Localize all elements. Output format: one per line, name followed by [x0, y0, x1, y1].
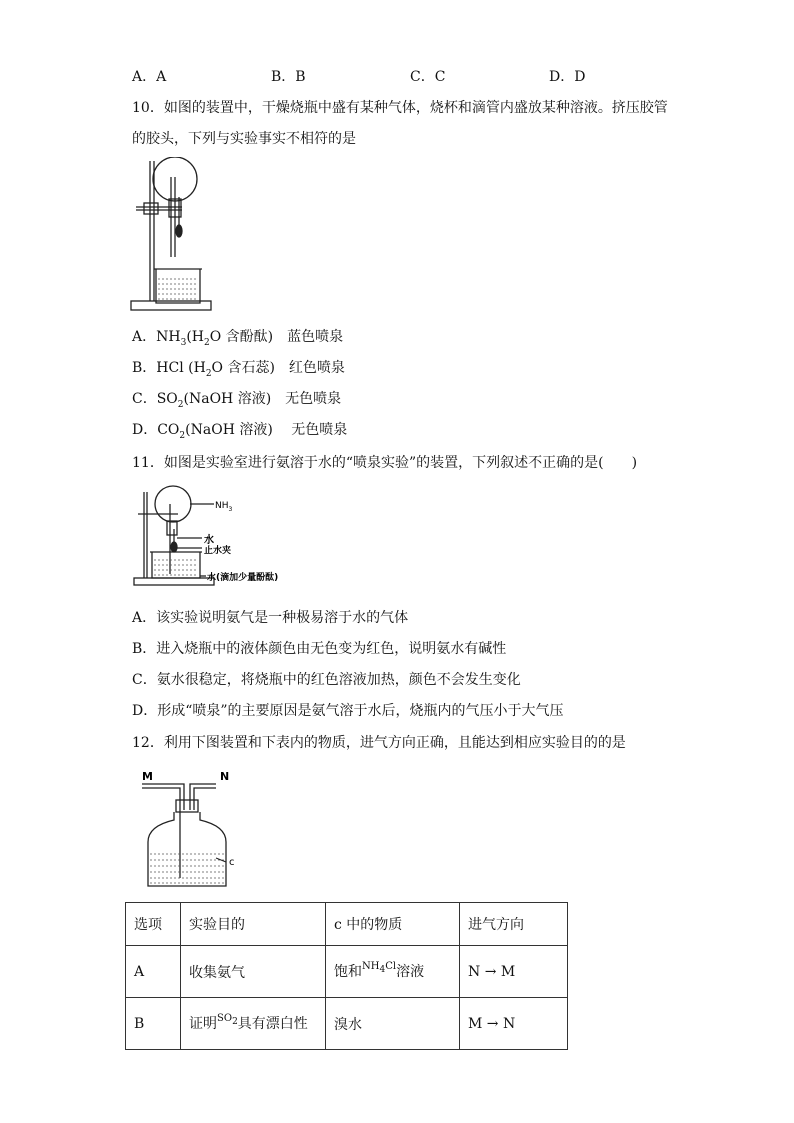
- q12-stem: 12．利用下图装置和下表内的物质，进气方向正确，且能达到相应实验目的的是: [132, 735, 626, 751]
- table-header-direction: 进气方向: [460, 903, 568, 946]
- row-b-substance: 溴水: [326, 998, 460, 1050]
- q9-option-c: C．C: [410, 69, 446, 85]
- row-b-direction: M → N: [460, 998, 568, 1050]
- q11-option-a: A．该实验说明氨气是一种极易溶于水的气体: [132, 610, 409, 626]
- row-a-option: A: [126, 946, 181, 998]
- row-a-direction: N → M: [460, 946, 568, 998]
- q10-stem-line2: 的胶头，下列与实验事实不相符的是: [132, 131, 356, 147]
- q11-label-clamp: 止水夹: [204, 546, 232, 556]
- row-a-substance: 饱和$^{NH_4Cl}$溶液: [326, 946, 460, 998]
- q10-option-b: B．HCl ($H_2O$ 含石蕊) 红色喷泉: [132, 360, 345, 379]
- row-b-option: B: [126, 998, 181, 1050]
- q12-label-c: c: [229, 857, 235, 868]
- q9-option-d: D．D: [549, 69, 586, 85]
- q12-options-table: [125, 902, 568, 1050]
- q12-gas-washing-bottle-figure: [138, 770, 248, 894]
- table-header-option: 选项: [126, 903, 181, 946]
- table-row: [126, 998, 568, 1050]
- q12-label-n: N: [220, 770, 230, 783]
- q11-option-b: B．进入烧瓶中的液体颜色由无色变为红色，说明氨水有碱性: [132, 641, 507, 657]
- table-header-substance: c 中的物质: [326, 903, 460, 946]
- q11-option-c: C．氨水很稳定，将烧瓶中的红色溶液加热，颜色不会发生变化: [132, 672, 521, 688]
- q11-ammonia-fountain-figure: [128, 484, 318, 588]
- q11-stem: 11．如图是实验室进行氨溶于水的“喷泉实验”的装置，下列叙述不正确的是( ): [132, 455, 638, 471]
- q10-option-c: C．$SO_2(NaOH$ 溶液) 无色喷泉: [132, 391, 342, 410]
- q10-stem-line1: 10．如图的装置中，干燥烧瓶中盛有某种气体，烧杯和滴管内盛放某种溶液。挤压胶管: [132, 100, 668, 116]
- table-header-purpose: 实验目的: [181, 903, 326, 946]
- q10-fountain-apparatus-figure: [128, 157, 228, 317]
- q11-label-beaker-water: 水(滴加少量酚酞): [207, 573, 279, 583]
- row-b-purpose: 证明$^{SO_2}$具有漂白性: [181, 998, 326, 1050]
- row-a-purpose: 收集氨气: [181, 946, 326, 998]
- q11-option-d: D．形成“喷泉”的主要原因是氨气溶于水后，烧瓶内的气压小于大气压: [132, 703, 564, 719]
- q9-option-b: B．B: [271, 69, 306, 85]
- q9-option-a: A．A: [132, 69, 167, 85]
- q12-label-m: M: [142, 770, 153, 783]
- q11-label-nh3: $NH_3$: [215, 501, 233, 513]
- q11-label-water: 水: [204, 535, 214, 546]
- table-row: [126, 946, 568, 998]
- q10-option-d: D．$CO_2(NaOH$ 溶液) 无色喷泉: [132, 422, 348, 441]
- table-header-row: [126, 903, 568, 946]
- q10-option-a: A．$NH_3(H_2O$ 含酚酞) 蓝色喷泉: [132, 329, 344, 348]
